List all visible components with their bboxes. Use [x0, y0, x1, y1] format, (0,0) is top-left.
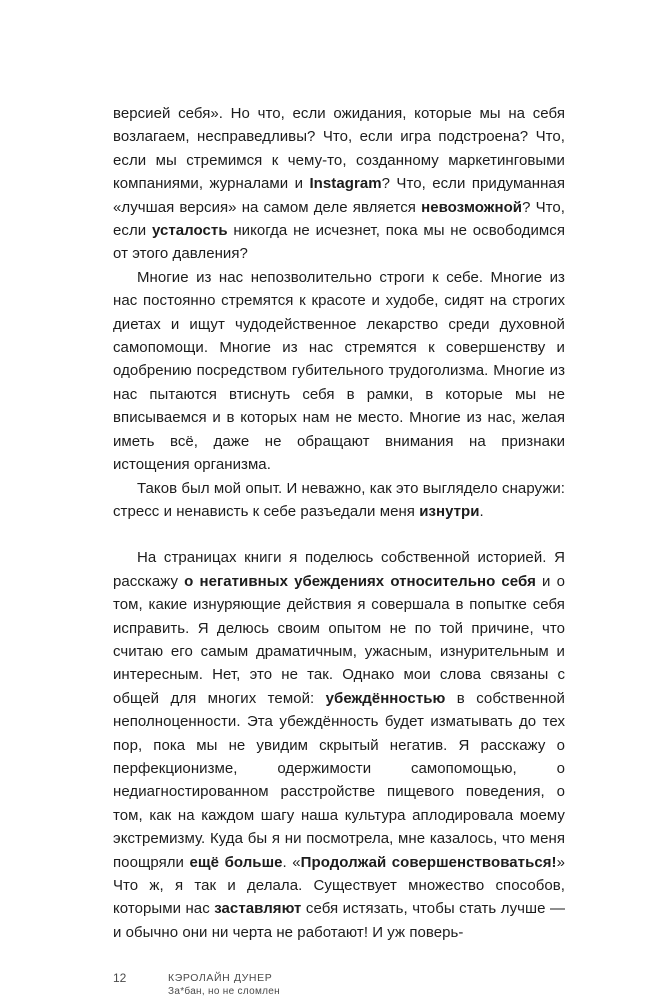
paragraph: [113, 477, 565, 524]
emphasized-text: изнутри: [419, 502, 480, 520]
footer-meta: [168, 972, 280, 998]
footer-author: КЭРОЛАЙН ДУНЕР: [168, 972, 273, 985]
emphasized-text: Продолжай совершенствоваться!: [300, 853, 557, 871]
emphasized-text: ещё больше: [189, 853, 283, 871]
paragraph: [113, 266, 565, 477]
body-text: ? Что, если придуманная «лучшая версия» на самом деле является: [113, 175, 565, 216]
emphasized-text: о негативных убеждениях относительно себя: [184, 572, 536, 590]
emphasized-text: заставляют: [214, 900, 302, 918]
page-content: [113, 102, 565, 998]
emphasized-text: Instagram: [309, 175, 382, 193]
body-text: На страницах книги я поделюсь собственной историей. Я расскажу: [113, 549, 565, 590]
body-text: никогда не исчезнет, пока мы не освободимся от этого давления?: [113, 222, 565, 263]
body-text: Многие из нас непозволительно строги к себе. Многие из нас постоянно стремятся к красоте и худобе, сидят на строгих диетах и ищут чудодейственное лекарство среди духовной самопомощи. Многие из нас стремятся к совершенству и одобрению посредством губительного трудоголизма. Многие из нас пытаются втиснуть себя в рамки, в которые мы не вписываемся и в которых нам не место. Многие из нас, желая иметь всё, даже не обращают внимания на признаки истощения организма.: [113, 268, 565, 474]
emphasized-text: невозможной: [421, 198, 523, 216]
page-footer: [113, 972, 565, 998]
body-text: .: [479, 502, 484, 520]
footer-book-title: За*бан, но не сломлен: [168, 986, 280, 998]
body-text: в собственной неполноценности. Эта убеждённость будет изматывать до тех пор, пока мы не увидим скрытый негатив. Я расскажу о перфекционизме, одержимости самопомощью, о недиагностированном расстройстве пищевого поведения, о том, как на каждом шагу наша культура аплодировала моему экстремизму. Куда бы я ни посмотрела, мне казалось, что меня поощряли: [113, 689, 565, 871]
emphasized-text: усталость: [151, 222, 228, 240]
body-text: версией себя». Но что, если ожидания, которые мы на себя возлагаем, несправедливы? Что, если игра подстроена? Что, если мы стремимся к чему-то, созданному маркетинговыми компаниями, журналами и: [113, 105, 565, 193]
emphasized-text: убеждённостью: [325, 689, 446, 707]
body-text: . «: [282, 853, 301, 871]
paragraph: [113, 102, 565, 266]
body-text: Таков был мой опыт. И неважно, как это выглядело снаружи: стресс и ненависть к себе разъедали меня: [113, 479, 565, 520]
paragraphs: [113, 102, 565, 944]
body-text: ? Что, если: [113, 198, 565, 240]
body-text: себя истязать, чтобы стать лучше — и обычно они ни черта не работают! И уж поверь-: [113, 900, 565, 941]
body-text: » Что ж, я так и делала. Существует множество способов, которыми нас: [113, 853, 565, 918]
page-number: 12: [113, 971, 127, 986]
body-text: и о том, какие изнуряющие действия я совершала в попытке себя исправить. Я делюсь своим опытом не по той причине, что считаю его самым драматичным, ужасным, изнурительным и интересным. Нет, это не так. Однако мои слова связаны с общей для многих темой:: [113, 572, 565, 707]
paragraph: [113, 546, 565, 944]
